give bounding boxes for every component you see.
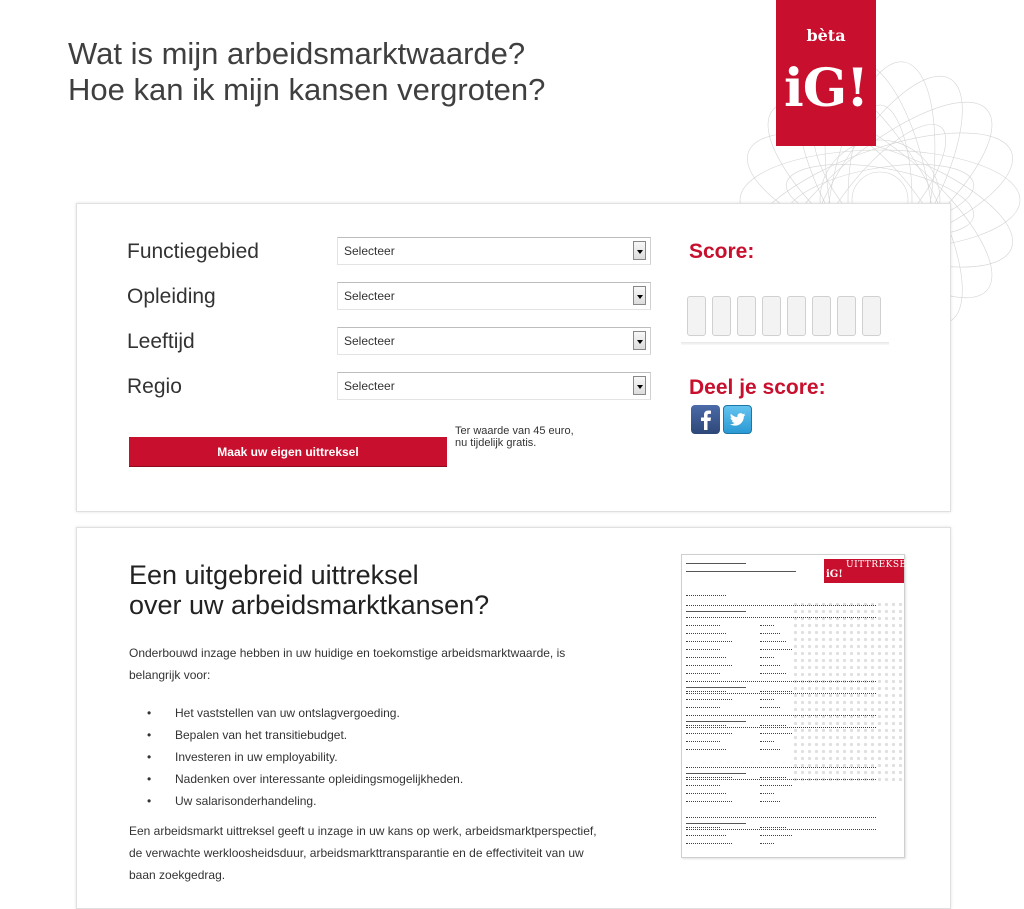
document-row-label (686, 665, 732, 667)
document-row-label (686, 843, 732, 845)
document-separator (686, 693, 876, 695)
brand-logo[interactable] (776, 0, 876, 146)
document-row-value (760, 665, 780, 667)
document-row-label (686, 777, 732, 779)
extract-document-preview[interactable] (681, 554, 914, 858)
headline-line-2: Hoe kan ik mijn kansen vergroten? (68, 72, 546, 107)
document-separator (686, 767, 876, 769)
document-row-value (760, 777, 786, 779)
select-functiegebied[interactable] (337, 237, 651, 265)
document-row-value (760, 785, 792, 787)
document-row-value (760, 827, 786, 829)
document-row-value (760, 673, 786, 675)
score-digit-boxes (687, 296, 885, 338)
document-separator (686, 605, 876, 607)
document-row-value (760, 707, 780, 709)
document-row-value (760, 793, 774, 795)
document-separator (686, 715, 876, 717)
field-label-opleiding: Opleiding (127, 285, 216, 308)
document-row-value (760, 843, 774, 845)
list-item: • Bepalen van het transitiebudget. (129, 724, 463, 746)
score-digit-box (687, 296, 706, 336)
document-row-label (686, 707, 720, 709)
create-extract-button[interactable]: Maak uw eigen uittreksel (129, 437, 447, 467)
field-label-functiegebied: Functiegebied (127, 240, 259, 263)
info-card (76, 527, 951, 909)
document-section-heading (686, 823, 746, 824)
page-headline (68, 36, 545, 108)
info-title-line-1: Een uitgebreid uittreksel (129, 560, 419, 590)
document-row-label (686, 633, 726, 635)
logo-mark: iG! (784, 58, 868, 119)
document-logo: iG! (826, 569, 843, 580)
document-row-label (686, 835, 726, 837)
document-row-value (760, 741, 774, 743)
document-row-value (760, 625, 774, 627)
list-item: • Investeren in uw employability. (129, 746, 463, 768)
document-row-label (686, 641, 732, 643)
document-row-label (686, 749, 726, 751)
list-item: • Uw salarisonderhandeling. (129, 790, 463, 812)
document-separator (686, 727, 876, 729)
document-section-heading (686, 721, 746, 722)
dropdown-arrow-icon[interactable] (633, 286, 646, 305)
document-section-heading (686, 687, 746, 688)
info-title (129, 560, 489, 620)
document-row-label (686, 827, 720, 829)
select-leeftijd[interactable] (337, 327, 651, 355)
score-digit-box (812, 296, 831, 336)
document-section-heading (686, 611, 746, 612)
twitter-icon[interactable] (723, 405, 752, 434)
document-title: UITTREKSEL (846, 560, 914, 570)
document-row-label (686, 785, 720, 787)
document-row-value (760, 657, 774, 659)
select-value: Selecteer (344, 244, 395, 258)
dropdown-arrow-icon[interactable] (633, 241, 646, 260)
score-digit-box (712, 296, 731, 336)
document-dot-pattern (792, 601, 904, 781)
facebook-icon[interactable] (691, 405, 720, 434)
document-row-value (760, 725, 786, 727)
logo-beta-label: bèta (806, 26, 846, 45)
price-note (455, 425, 574, 449)
document-row-label (686, 699, 732, 701)
document-row-value (760, 633, 780, 635)
document-row-value (760, 749, 780, 751)
document-row-label (686, 673, 720, 675)
score-title: Score: (689, 240, 755, 263)
document-row-label (686, 801, 732, 803)
document-separator (686, 681, 876, 683)
benefits-list (129, 702, 463, 812)
document-section-heading (686, 773, 746, 774)
document-separator (686, 829, 876, 831)
price-note-line-2: nu tijdelijk gratis. (455, 437, 537, 449)
document-text-line (686, 571, 796, 572)
document-row-value (760, 835, 792, 837)
document-row-label (686, 691, 726, 693)
headline-line-1: Wat is mijn arbeidsmarktwaarde? (68, 36, 526, 71)
document-text-line (686, 563, 746, 564)
document-row-label (686, 741, 720, 743)
dropdown-arrow-icon[interactable] (633, 331, 646, 350)
document-row-label (686, 649, 720, 651)
dropdown-arrow-icon[interactable] (633, 376, 646, 395)
list-item: • Nadenken over interessante opleidingsmogelijkheden. (129, 768, 463, 790)
document-separator (686, 617, 876, 619)
document-row-label (686, 733, 732, 735)
score-divider (681, 342, 889, 345)
share-score-title: Deel je score: (689, 376, 826, 399)
info-outro-text: Een arbeidsmarkt uittreksel geeft u inzage in uw kans op werk, arbeidsmarktperspectief, de verwachte werkloosheidsduur, arbeidsmarkttransparantie en de effectiviteit van uw baan zoekgedrag. (129, 824, 597, 882)
document-row-label (686, 657, 726, 659)
document-row-value (760, 699, 774, 701)
field-label-leeftijd: Leeftijd (127, 330, 195, 353)
select-value: Selecteer (344, 379, 395, 393)
document-row-label (686, 793, 726, 795)
document-row-label (686, 725, 726, 727)
info-intro-text: Onderbouwd inzage hebben in uw huidige en toekomstige arbeidsmarktwaarde, is belangrijk voor: (129, 646, 566, 682)
document-row-value (760, 641, 786, 643)
select-opleiding[interactable] (337, 282, 651, 310)
score-digit-box (862, 296, 881, 336)
document-text-line (686, 595, 726, 597)
document-row-value (760, 649, 792, 651)
score-digit-box (837, 296, 856, 336)
document-row-label (686, 625, 720, 627)
select-regio[interactable] (337, 372, 651, 400)
score-digit-box (762, 296, 781, 336)
field-label-regio: Regio (127, 375, 182, 398)
document-separator (686, 779, 876, 781)
price-note-line-1: Ter waarde van 45 euro, (455, 425, 574, 437)
list-item: • Het vaststellen van uw ontslagvergoeding. (129, 702, 463, 724)
document-row-value (760, 691, 792, 693)
score-digit-box (737, 296, 756, 336)
document-header (824, 559, 914, 583)
document-row-value (760, 801, 780, 803)
score-digit-box (787, 296, 806, 336)
select-value: Selecteer (344, 289, 395, 303)
document-row-value (760, 733, 792, 735)
document-separator (686, 817, 876, 819)
select-value: Selecteer (344, 334, 395, 348)
calculator-card (76, 203, 951, 512)
info-title-line-2: over uw arbeidsmarktkansen? (129, 590, 490, 620)
